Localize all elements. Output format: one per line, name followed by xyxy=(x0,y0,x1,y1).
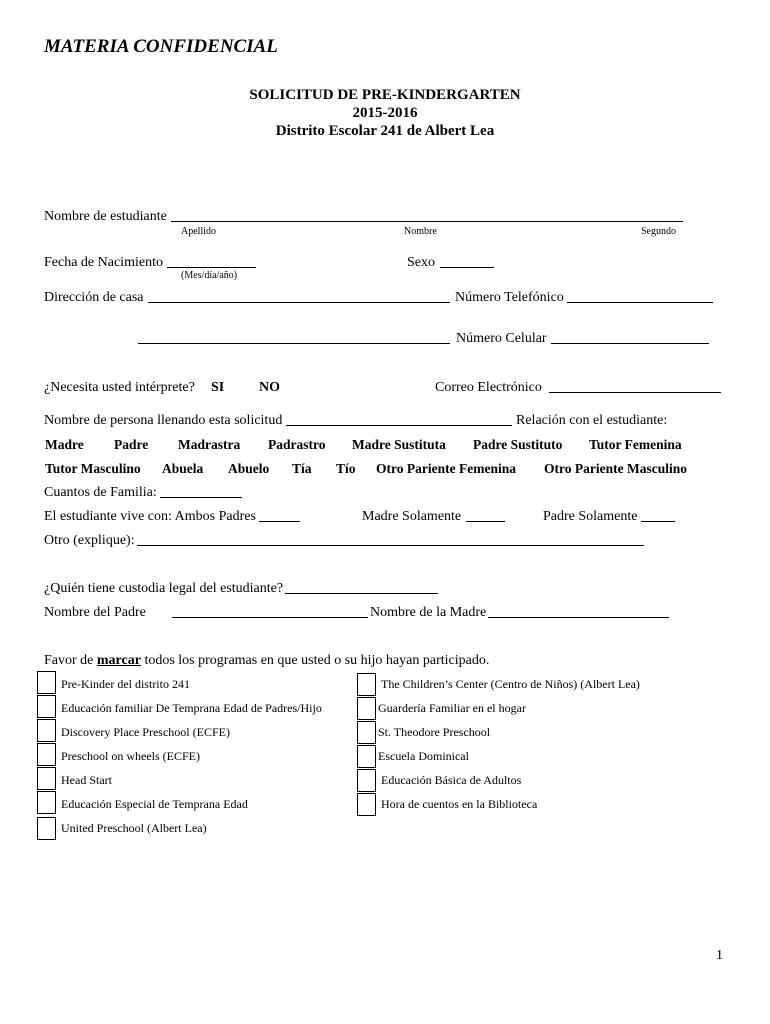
interpreter-no[interactable]: NO xyxy=(259,380,280,395)
program-checkbox[interactable] xyxy=(37,791,56,814)
dob-label: Fecha de Nacimiento xyxy=(44,255,163,270)
relation-option[interactable]: Padrastro xyxy=(268,437,326,452)
program-label: Educación Básica de Adultos xyxy=(381,773,522,787)
program-label: Escuela Dominical xyxy=(378,749,469,763)
program-label: Hora de cuentos en la Biblioteca xyxy=(381,797,538,811)
relation-option[interactable]: Tía xyxy=(292,461,312,476)
phone-label: Número Telefónico xyxy=(455,290,564,305)
program-checkbox[interactable] xyxy=(357,793,376,816)
relation-option[interactable]: Otro Pariente Masculino xyxy=(544,461,687,476)
both-parents-field[interactable] xyxy=(259,508,300,522)
program-label: Head Start xyxy=(61,773,112,787)
address-line2-field[interactable] xyxy=(138,330,450,344)
mother-only-field[interactable] xyxy=(466,508,505,522)
relation-option[interactable]: Madrastra xyxy=(178,437,241,452)
father-only-field[interactable] xyxy=(641,508,675,522)
relation-option[interactable]: Tío xyxy=(336,461,356,476)
program-checkbox[interactable] xyxy=(37,767,56,790)
sex-field[interactable] xyxy=(440,254,494,268)
program-label: Educación Especial de Temprana Edad xyxy=(61,797,248,811)
relation-option[interactable]: Tutor Masculino xyxy=(45,461,141,476)
father-name-field[interactable] xyxy=(172,604,368,618)
program-label: Pre-Kinder del distrito 241 xyxy=(61,677,190,691)
program-checkbox[interactable] xyxy=(357,721,376,744)
sex-label: Sexo xyxy=(407,255,435,270)
interpreter-label: ¿Necesita usted intérprete? xyxy=(44,380,195,395)
program-checkbox[interactable] xyxy=(37,719,56,742)
sub-nombre: Nombre xyxy=(404,226,437,237)
program-checkbox[interactable] xyxy=(357,697,376,720)
family-count-label: Cuantos de Familia: xyxy=(44,485,157,500)
student-name-field[interactable] xyxy=(171,208,683,222)
other-field[interactable] xyxy=(137,532,644,546)
program-label: St. Theodore Preschool xyxy=(378,725,491,739)
phone-field[interactable] xyxy=(567,289,713,303)
relation-option[interactable]: Padre Sustituto xyxy=(473,437,563,452)
confidential-heading: MATERIA CONFIDENCIAL xyxy=(44,36,278,57)
programs-intro-before: Favor de xyxy=(44,653,94,668)
program-label: United Preschool (Albert Lea) xyxy=(61,821,207,835)
program-checkbox[interactable] xyxy=(357,769,376,792)
email-field[interactable] xyxy=(549,379,721,393)
email-label: Correo Electrónico xyxy=(435,380,542,395)
other-label: Otro (explique): xyxy=(44,533,135,548)
sub-segundo: Segundo xyxy=(641,226,676,237)
student-name-label: Nombre de estudiante xyxy=(44,209,167,224)
program-label: The Children’s Center (Centro de Niños) (Albert Lea) xyxy=(381,677,640,691)
form-title: SOLICITUD DE PRE-KINDERGARTEN xyxy=(249,87,521,103)
father-name-label: Nombre del Padre xyxy=(44,605,146,620)
cell-field[interactable] xyxy=(551,330,709,344)
dob-format: (Mes/día/año) xyxy=(181,270,238,281)
address-label: Dirección de casa xyxy=(44,290,144,305)
relation-option[interactable]: Madre Sustituta xyxy=(352,437,446,452)
interpreter-yes[interactable]: SI xyxy=(211,380,225,395)
program-checkbox[interactable] xyxy=(37,671,56,694)
dob-field[interactable] xyxy=(167,254,256,268)
program-checkbox[interactable] xyxy=(37,817,56,840)
programs-intro-after: todos los programas en que usted o su hijo hayan participado. xyxy=(144,653,490,668)
page-number: 1 xyxy=(716,948,723,963)
program-checkbox[interactable] xyxy=(357,673,376,696)
custody-label: ¿Quién tiene custodia legal del estudiante? xyxy=(44,581,284,596)
custody-field[interactable] xyxy=(285,580,438,594)
program-checkbox[interactable] xyxy=(37,695,56,718)
relation-option[interactable]: Otro Pariente Femenina xyxy=(376,461,516,476)
lives-with-label: El estudiante vive con: Ambos Padres xyxy=(44,509,256,524)
relation-option[interactable]: Abuela xyxy=(162,461,204,476)
family-count-field[interactable] xyxy=(160,484,242,498)
program-label: Guardería Familiar en el hogar xyxy=(378,701,526,715)
cell-label: Número Celular xyxy=(456,331,547,346)
school-year: 2015-2016 xyxy=(352,105,418,121)
filler-name-label: Nombre de persona llenando esta solicitud xyxy=(44,413,283,428)
father-only-label: Padre Solamente xyxy=(543,509,638,524)
relation-label: Relación con el estudiante: xyxy=(516,413,668,428)
sub-apellido: Apellido xyxy=(181,226,216,237)
mother-only-label: Madre Solamente xyxy=(362,509,462,524)
filler-name-field[interactable] xyxy=(286,412,512,426)
program-checkbox[interactable] xyxy=(37,743,56,766)
program-checkbox[interactable] xyxy=(357,745,376,768)
program-label: Educación familiar De Temprana Edad de Padres/Hijo xyxy=(61,701,322,715)
program-label: Preschool on wheels (ECFE) xyxy=(61,749,200,763)
program-label: Discovery Place Preschool (ECFE) xyxy=(61,725,230,739)
programs-intro xyxy=(44,653,489,669)
relation-option[interactable]: Madre xyxy=(45,437,84,452)
mother-name-field[interactable] xyxy=(488,604,669,618)
programs-intro-marked: marcar xyxy=(96,653,141,668)
address-field[interactable] xyxy=(148,289,450,303)
relation-option[interactable]: Tutor Femenina xyxy=(589,437,682,452)
district-name: Distrito Escolar 241 de Albert Lea xyxy=(275,123,495,139)
relation-option[interactable]: Abuelo xyxy=(228,461,270,476)
relation-option[interactable]: Padre xyxy=(114,437,149,452)
mother-name-label: Nombre de la Madre xyxy=(370,605,487,620)
